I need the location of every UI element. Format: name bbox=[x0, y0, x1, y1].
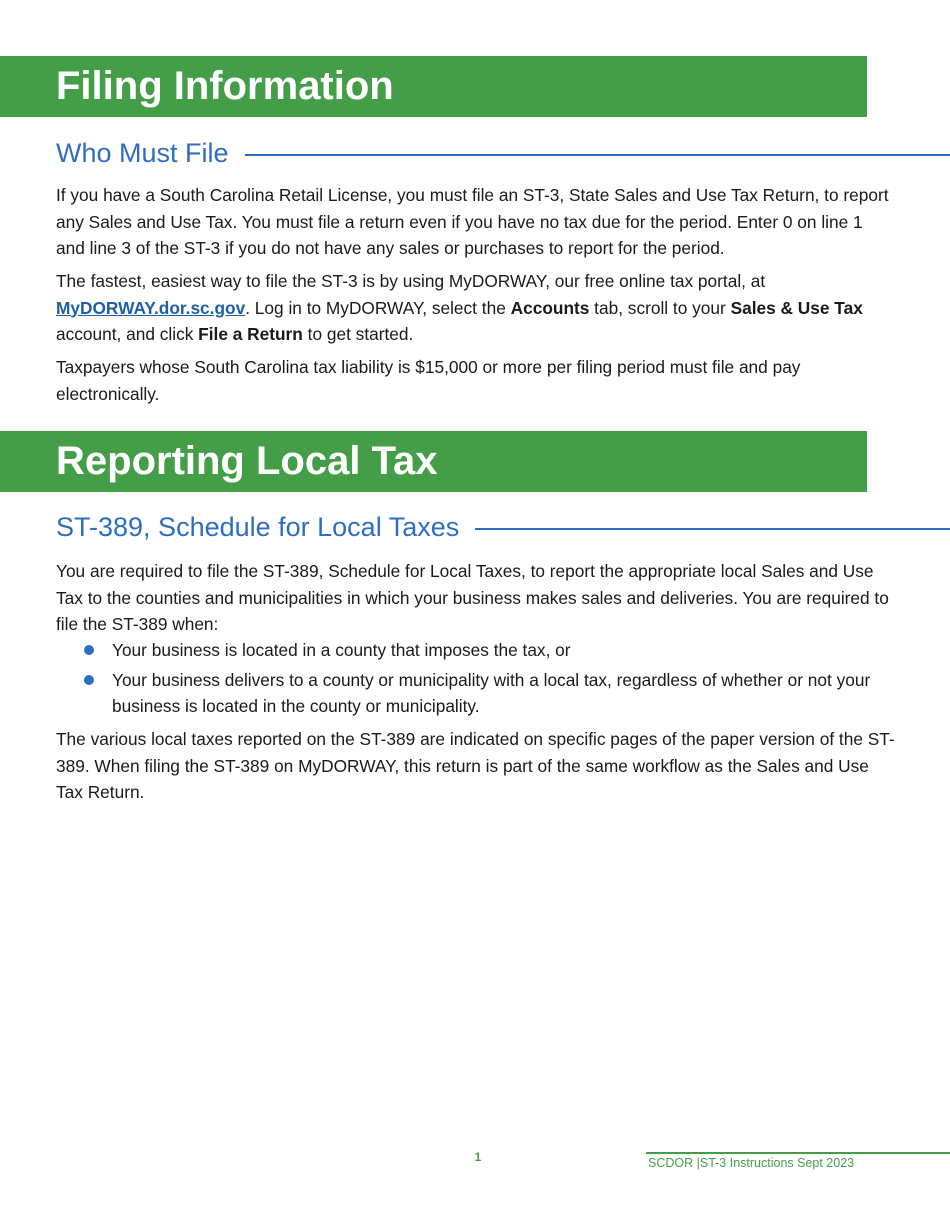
text-segment: The fastest, easiest way to file the ST-3 is by using MyDORWAY, our free online tax portal, at bbox=[56, 271, 766, 291]
local-taxes-paragraph: The various local taxes reported on the ST-389 are indicated on specific pages of the paper version of the ST-389. When filing the ST-389 on MyDORWAY, this return is part of the same workflow as the Sales and Use Tax Return. bbox=[56, 729, 895, 802]
list-item-text: Your business is located in a county that imposes the tax, or bbox=[112, 640, 571, 660]
sales-use-tax-bold: Sales & Use Tax bbox=[730, 297, 863, 318]
filing-information-banner: Filing Information bbox=[0, 56, 867, 117]
list-item bbox=[56, 667, 896, 720]
st389-title: ST-389, Schedule for Local Taxes bbox=[56, 511, 460, 542]
who-must-file-title: Who Must File bbox=[56, 137, 229, 168]
heading-rule bbox=[475, 528, 950, 530]
accounts-bold: Accounts bbox=[510, 297, 590, 318]
who-must-file-heading bbox=[56, 136, 950, 170]
bullet-icon bbox=[84, 675, 94, 685]
st389-conditions-list bbox=[56, 637, 896, 723]
text-segment: tab, scroll to your bbox=[589, 297, 731, 318]
footer-rule bbox=[646, 1152, 950, 1154]
st389-required-paragraph: You are required to file the ST-389, Schedule for Local Taxes, to report the appropriate local Sales and Use Tax to the counties and municipalities in which your business makes sales and deliveries. You are required to file the ST-389 when: bbox=[56, 561, 889, 634]
st389-heading bbox=[56, 510, 950, 544]
retail-license-paragraph: If you have a South Carolina Retail License, you must file an ST-3, State Sales and Use Tax Return, to report any Sales and Use Tax. You must file a return even if you have no tax due for the period. Enter 0 on line 1 and line 3 of the ST-3 if you do not have any sales or purchases to report for the period. bbox=[56, 185, 889, 258]
mydorway-link[interactable]: MyDORWAY.dor.sc.gov bbox=[56, 297, 246, 318]
text-segment: . Log in to MyDORWAY, select the bbox=[245, 297, 511, 318]
electronic-filing-paragraph: Taxpayers whose South Carolina tax liability is $15,000 or more per filing period must file and pay electronically. bbox=[56, 357, 801, 404]
mydorway-paragraph bbox=[56, 268, 896, 348]
heading-rule bbox=[245, 154, 950, 156]
text-segment: to get started. bbox=[302, 324, 414, 344]
list-item-text: Your business delivers to a county or municipality with a local tax, regardless of whether or not your business is located in the county or municipality. bbox=[112, 669, 871, 716]
file-a-return-bold: File a Return bbox=[198, 324, 303, 344]
page-number: 1 bbox=[474, 1150, 482, 1164]
text-segment: account, and click bbox=[56, 324, 199, 344]
reporting-local-tax-banner: Reporting Local Tax bbox=[0, 431, 867, 492]
bullet-icon bbox=[84, 645, 94, 655]
footer-document-label: SCDOR |ST-3 Instructions Sept 2023 bbox=[648, 1156, 855, 1170]
list-item bbox=[56, 637, 896, 664]
